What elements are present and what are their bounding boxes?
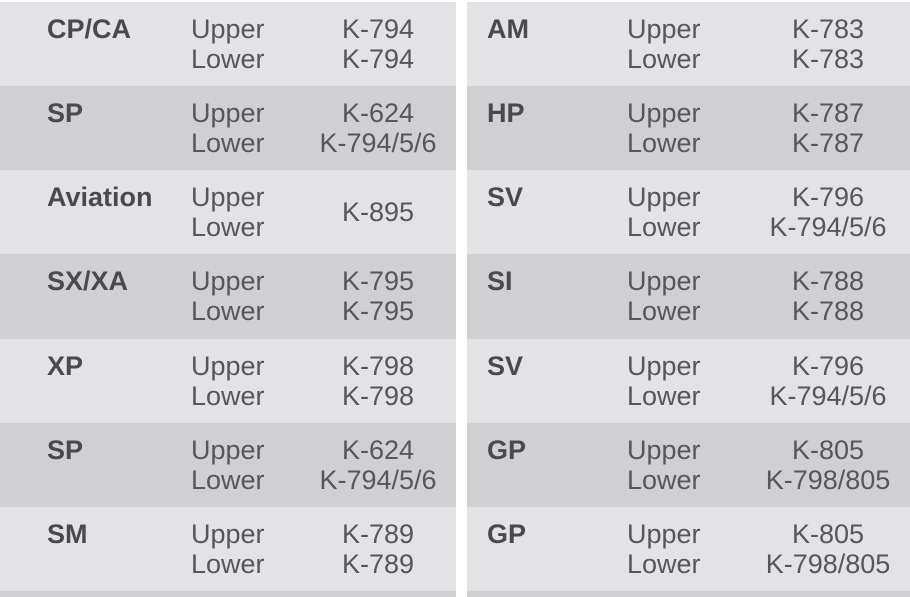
upper-filter-value: K-789 — [341, 518, 415, 549]
position-label-lower: Lower — [191, 380, 265, 411]
filter-values — [718, 351, 910, 411]
lower-filter-value: K-787 — [791, 128, 865, 159]
table-row — [0, 507, 456, 591]
position-label-upper: Upper — [191, 14, 265, 45]
model-label: HP — [487, 98, 525, 129]
position-label-lower: Lower — [627, 212, 701, 243]
model-label: GP — [487, 434, 527, 465]
filter-values — [718, 182, 910, 242]
position-labels — [191, 519, 265, 579]
table-row — [467, 423, 910, 507]
lower-filter-value: K-794/5/6 — [769, 212, 887, 243]
filter-values — [718, 266, 910, 326]
position-label-lower: Lower — [191, 464, 265, 495]
upper-filter-value: K-788 — [791, 266, 865, 297]
position-label-upper: Upper — [627, 518, 701, 549]
position-labels — [191, 351, 265, 411]
filter-values — [718, 519, 910, 579]
upper-filter-value: K-895 — [341, 197, 415, 228]
position-label-upper: Upper — [627, 14, 701, 45]
model-label: SV — [487, 182, 524, 213]
model-label: XP — [47, 350, 84, 381]
table-row — [0, 2, 456, 86]
lower-filter-value: K-783 — [791, 44, 865, 75]
filter-values — [268, 435, 488, 495]
position-label-upper: Upper — [627, 182, 701, 213]
model-label: SX/XA — [47, 266, 129, 297]
filter-values — [268, 197, 488, 227]
position-labels — [191, 14, 265, 74]
table-row — [467, 339, 910, 423]
cut-off-next-row — [467, 591, 910, 597]
model-label: CP/CA — [47, 14, 132, 45]
position-labels — [627, 14, 701, 74]
filter-values — [718, 14, 910, 74]
model-label: SP — [47, 434, 84, 465]
model-label: GP — [487, 518, 527, 549]
position-label-lower: Lower — [191, 128, 265, 159]
lower-filter-value: K-798 — [341, 380, 415, 411]
table-row — [0, 86, 456, 170]
position-label-lower: Lower — [627, 380, 701, 411]
upper-filter-value: K-787 — [791, 98, 865, 129]
table-row — [467, 86, 910, 170]
lower-filter-value: K-794/5/6 — [319, 128, 437, 159]
position-label-upper: Upper — [191, 434, 265, 465]
position-labels — [191, 435, 265, 495]
position-labels — [627, 519, 701, 579]
filter-values — [268, 351, 488, 411]
position-labels — [191, 266, 265, 326]
position-labels — [627, 351, 701, 411]
model-label: SI — [487, 266, 513, 297]
upper-filter-value: K-795 — [341, 266, 415, 297]
position-label-lower: Lower — [627, 44, 701, 75]
upper-filter-value: K-796 — [791, 350, 865, 381]
lower-filter-value: K-788 — [791, 296, 865, 327]
position-label-upper: Upper — [627, 98, 701, 129]
table-row — [0, 423, 456, 507]
position-label-lower: Lower — [191, 548, 265, 579]
position-labels — [627, 182, 701, 242]
lower-filter-value: K-794/5/6 — [769, 380, 887, 411]
position-labels — [627, 435, 701, 495]
upper-filter-value: K-794 — [341, 14, 415, 45]
model-label: SM — [47, 518, 88, 549]
position-label-upper: Upper — [627, 266, 701, 297]
lower-filter-value: K-798/805 — [765, 464, 891, 495]
table-row — [0, 170, 456, 254]
table-row — [0, 339, 456, 423]
position-label-lower: Lower — [627, 548, 701, 579]
table-row — [467, 254, 910, 338]
position-labels — [191, 182, 265, 242]
lower-filter-value: K-789 — [341, 548, 415, 579]
position-label-upper: Upper — [627, 434, 701, 465]
upper-filter-value: K-798 — [341, 350, 415, 381]
table-row — [467, 170, 910, 254]
cut-off-next-row — [0, 591, 456, 597]
position-label-upper: Upper — [191, 350, 265, 381]
position-label-upper: Upper — [191, 182, 265, 213]
position-labels — [627, 266, 701, 326]
position-label-upper: Upper — [191, 98, 265, 129]
position-label-upper: Upper — [627, 350, 701, 381]
model-label: Aviation — [47, 182, 153, 213]
position-label-lower: Lower — [191, 296, 265, 327]
table-row — [0, 254, 456, 338]
model-label: SP — [47, 98, 84, 129]
lower-filter-value: K-794/5/6 — [319, 464, 437, 495]
filter-values — [268, 14, 488, 74]
table-right-column — [467, 0, 910, 597]
filter-values — [718, 435, 910, 495]
position-label-upper: Upper — [191, 518, 265, 549]
lower-filter-value: K-794 — [341, 44, 415, 75]
filter-values — [268, 519, 488, 579]
model-label: SV — [487, 350, 524, 381]
table-row — [467, 507, 910, 591]
position-labels — [627, 98, 701, 158]
lower-filter-value: K-798/805 — [765, 548, 891, 579]
position-label-lower: Lower — [627, 464, 701, 495]
position-label-lower: Lower — [627, 128, 701, 159]
upper-filter-value: K-805 — [791, 518, 865, 549]
upper-filter-value: K-624 — [341, 434, 415, 465]
upper-filter-value: K-783 — [791, 14, 865, 45]
filter-values — [718, 98, 910, 158]
position-label-lower: Lower — [191, 44, 265, 75]
position-labels — [191, 98, 265, 158]
lower-filter-value: K-795 — [341, 296, 415, 327]
position-label-lower: Lower — [191, 212, 265, 243]
upper-filter-value: K-796 — [791, 182, 865, 213]
table-row — [467, 2, 910, 86]
filter-values — [268, 266, 488, 326]
upper-filter-value: K-805 — [791, 434, 865, 465]
upper-filter-value: K-624 — [341, 98, 415, 129]
filter-values — [268, 98, 488, 158]
position-label-upper: Upper — [191, 266, 265, 297]
position-label-lower: Lower — [627, 296, 701, 327]
model-label: AM — [487, 14, 529, 45]
